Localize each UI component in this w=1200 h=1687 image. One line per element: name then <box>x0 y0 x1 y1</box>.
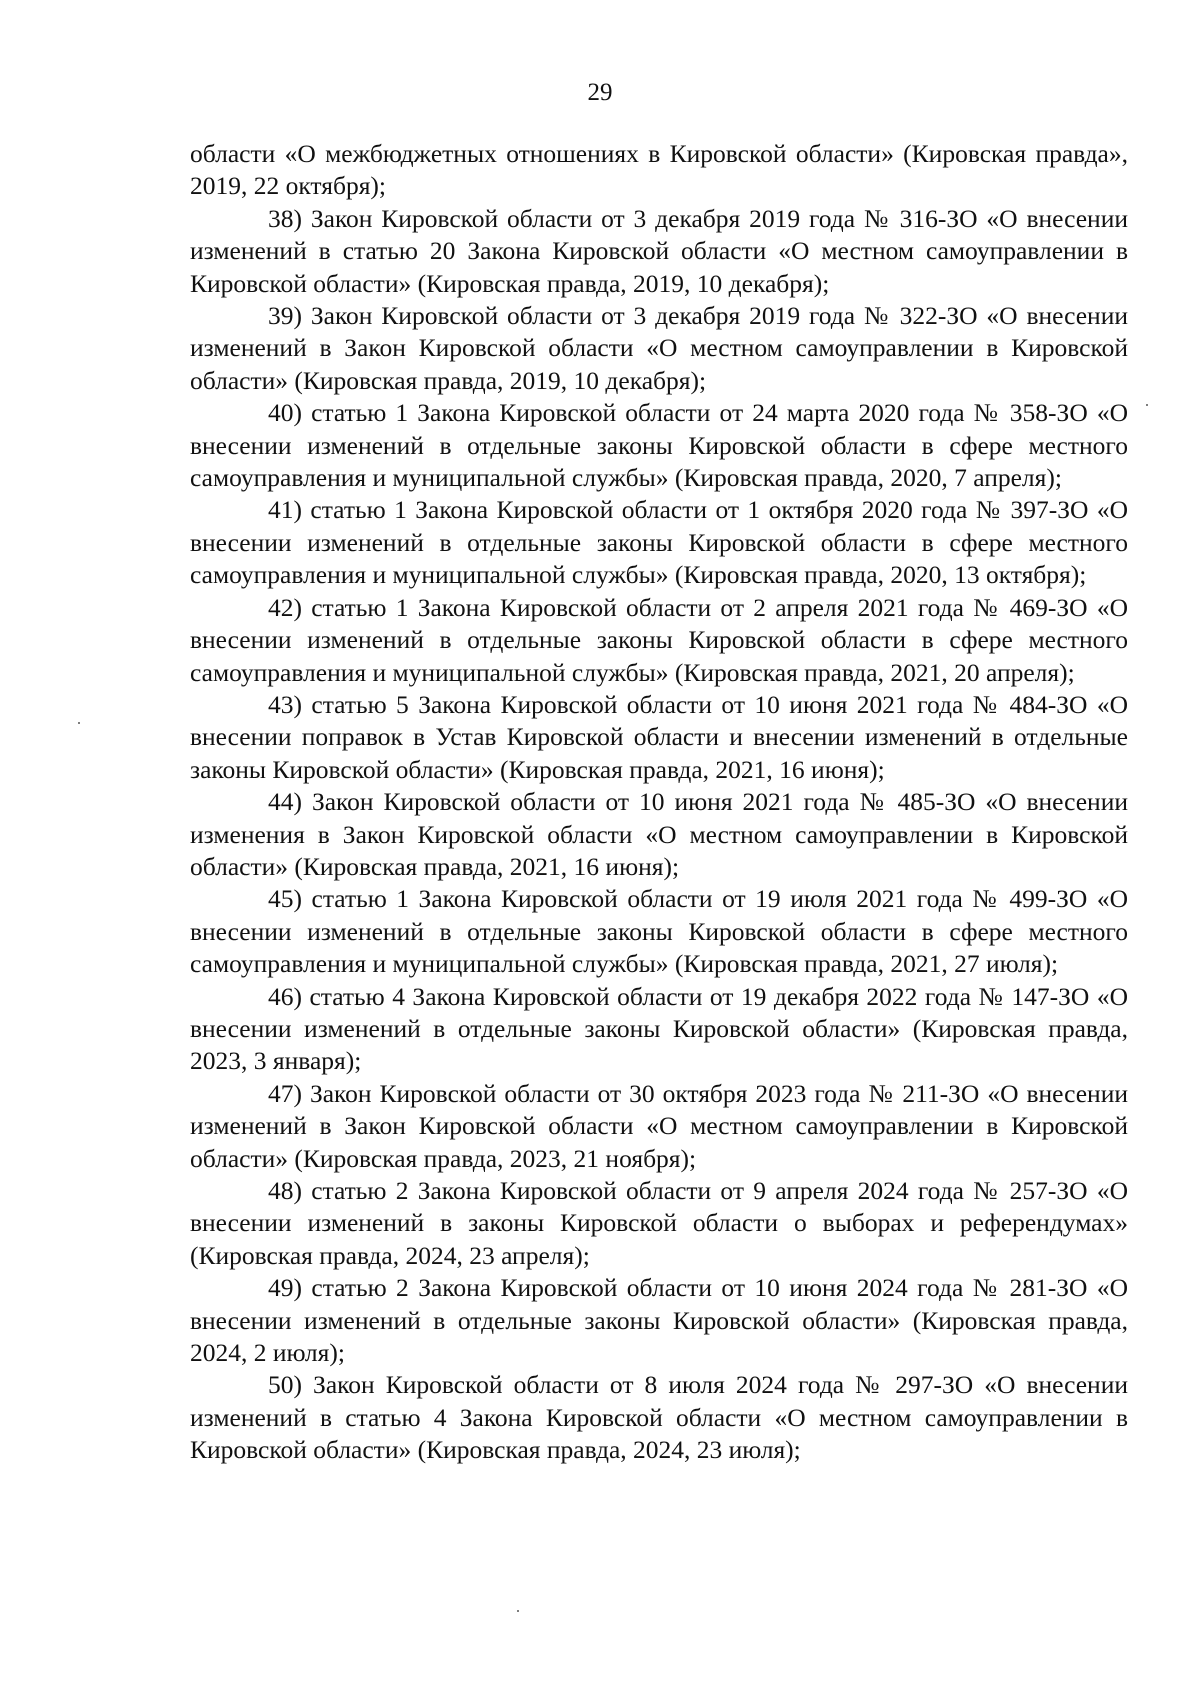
list-item-41: 41) статью 1 Закона Кировской области от 1 октября 2020 года № 397-ЗО «О внесении изменений в отдельные законы Кировской области в сфере местного самоуправления и муниципальной службы» (Кировская правда, 2020, 13 октября); <box>190 495 1128 590</box>
document-body <box>190 138 1128 1467</box>
scan-speck <box>517 1610 519 1612</box>
list-item-42: 42) статью 1 Закона Кировской области от 2 апреля 2021 года № 469-ЗО «О внесении изменений в отдельные законы Кировской области в сфере местного самоуправления и муниципальной службы» (Кировская правда, 2021, 20 апреля); <box>190 592 1128 687</box>
list-item-44: 44) Закон Кировской области от 10 июня 2021 года № 485-ЗО «О внесении изменения в Закон Кировской области «О местном самоуправлении в Кировской области» (Кировская правда, 2021, 16 июня); <box>190 787 1128 881</box>
list-item-46: 46) статью 4 Закона Кировской области от 19 декабря 2022 года № 147-ЗО «О внесении изменений в отдельные законы Кировской области» (Кировская правда, 2023, 3 января); <box>190 981 1128 1076</box>
list-item-45: 45) статью 1 Закона Кировской области от 19 июля 2021 года № 499-ЗО «О внесении изменений в отдельные законы Кировской области в сфере местного самоуправления и муниципальной службы» (Кировская правда, 2021, 27 июля); <box>190 884 1128 979</box>
list-item-49: 49) статью 2 Закона Кировской области от 10 июня 2024 года № 281-ЗО «О внесении изменений в отдельные законы Кировской области» (Кировская правда, 2024, 2 июля); <box>190 1273 1128 1368</box>
list-item-43: 43) статью 5 Закона Кировской области от 10 июня 2021 года № 484-ЗО «О внесении поправок в Устав Кировской области и внесении изменений в отдельные законы Кировской области» (Кировская правда, 2021, 16 июня); <box>190 689 1128 784</box>
list-item-48: 48) статью 2 Закона Кировской области от 9 апреля 2024 года № 257-ЗО «О внесении изменений в законы Кировской области о выборах и референдумах» (Кировская правда, 2024, 23 апреля); <box>190 1176 1128 1270</box>
list-item-39: 39) Закон Кировской области от 3 декабря 2019 года № 322-ЗО «О внесении изменений в Закон Кировской области «О местном самоуправлении в Кировской области» (Кировская правда, 2019, 10 декабря); <box>190 301 1128 395</box>
list-item-47: 47) Закон Кировской области от 30 октября 2023 года № 211-ЗО «О внесении изменений в Закон Кировской области «О местном самоуправлении в Кировской области» (Кировская правда, 2023, 21 ноября); <box>190 1078 1128 1173</box>
list-item-50: 50) Закон Кировской области от 8 июля 2024 года № 297-ЗО «О внесении изменений в статью 4 Закона Кировской области «О местном самоуправлении в Кировской области» (Кировская правда, 2024, 23 июля); <box>190 1370 1128 1465</box>
list-item-40: 40) статью 1 Закона Кировской области от 24 марта 2020 года № 358-ЗО «О внесении изменений в отдельные законы Кировской области в сфере местного самоуправления и муниципальной службы» (Кировская правда, 2020, 7 апреля); <box>190 398 1128 493</box>
scan-speck <box>78 722 80 724</box>
paragraph-continuation: области «О межбюджетных отношениях в Кировской области» (Кировская правда», 2019, 22 октября); <box>190 139 1128 201</box>
scan-speck <box>1146 404 1148 406</box>
page-number: 29 <box>587 79 613 106</box>
list-item-38: 38) Закон Кировской области от 3 декабря 2019 года № 316-ЗО «О внесении изменений в статью 20 Закона Кировской области «О местном самоуправлении в Кировской области» (Кировская правда, 2019, 10 декабря); <box>190 203 1128 298</box>
